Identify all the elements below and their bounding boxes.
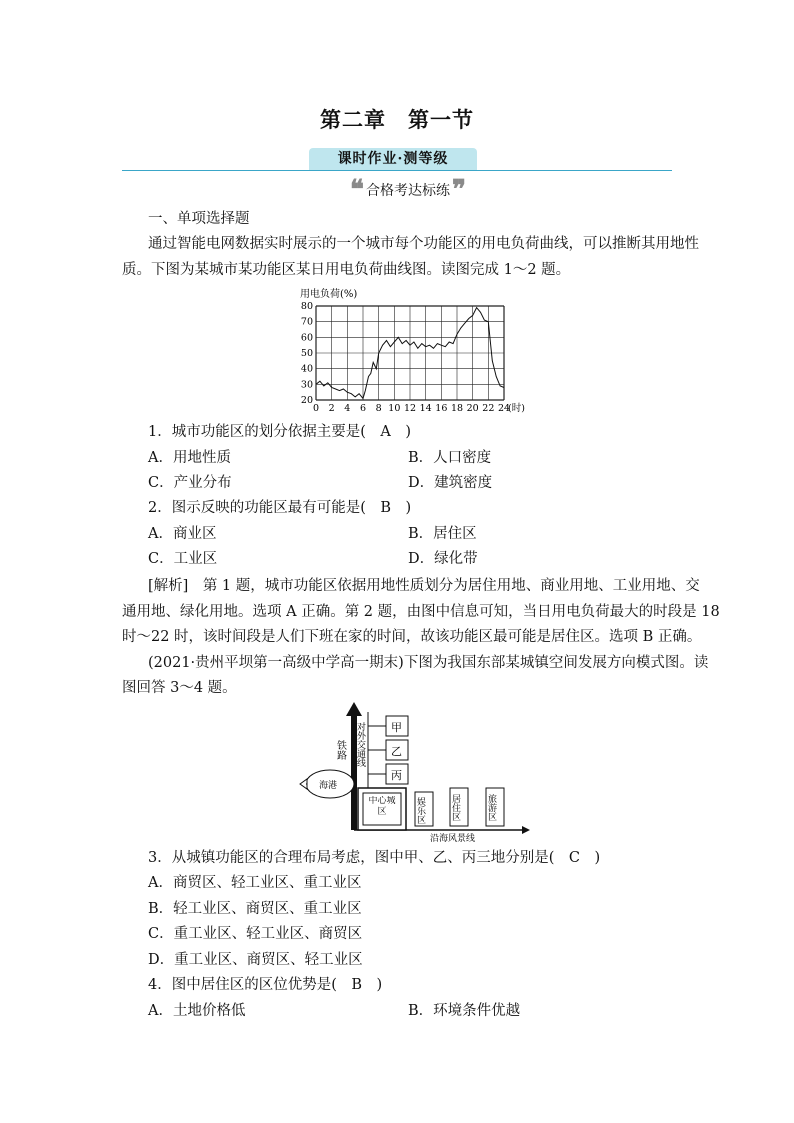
x-tick-label: 4 [344,403,351,414]
coast-arrow-icon [522,826,530,834]
external-road-label: 对外交通线 [355,722,365,767]
analysis-line-3: 时～22 时，该时间段是人们下班在家的时间，故该功能区最可能是居住区。选项 B 正确。 [122,629,702,645]
analysis-line-1: [解析] 第 1 题，城市功能区依据用地性质划分为居住用地、商业用地、工业用地、交 [148,578,700,594]
q1-option-d: D．建筑密度 [408,475,493,491]
q2-option-a: A．商业区 [148,526,217,542]
load-curve-chart [290,284,530,416]
homework-badge: 课时作业·测等级 [309,148,477,170]
analysis-line-2: 通用地、绿化用地。选项 A 正确。第 2 题，由图中信息可知，当日用电负荷最大的时段是 18 [122,604,720,620]
q2-stem: 2．图示反映的功能区最有可能是( B ) [148,500,412,516]
chart-grid [316,306,504,400]
x-tick-label: 20 [466,403,479,414]
site-yi-label: 乙 [391,745,402,758]
y-tick-label: 60 [300,332,313,344]
q1-stem: 1．城市功能区的划分依据主要是( A ) [148,424,412,440]
x-tick-label: 10 [388,403,401,414]
page-title: 第二章 第一节 [320,107,474,132]
q1-option-b: B．人口密度 [408,450,492,466]
intro-line-2: 质。下图为某城市某功能区某日用电负荷曲线图。读图完成 1～2 题。 [122,262,571,278]
y-ticks [301,301,313,406]
q4-option-a: A．土地价格低 [148,1003,246,1019]
y-tick-label: 80 [300,301,313,312]
close-quote-icon: ❞ [452,175,466,205]
coast-line-label: 沿海风景线 [430,834,476,842]
x-tick-label: 22 [482,403,495,414]
intro2-line-1: (2021·贵州平坝第一高级中学高一期末)下图为我国东部某城镇空间发展方向模式图。读 [148,655,709,671]
q3-option-a: A．商贸区、轻工业区、重工业区 [148,875,362,891]
x-tick-label: 16 [435,403,448,414]
x-tick-label: 0 [312,403,320,414]
y-tick-label: 20 [300,395,313,406]
site-jia-label: 甲 [391,721,402,734]
intro2-line-2: 图回答 3～4 题。 [122,680,237,696]
x-tick-label: 2 [328,403,335,414]
q2-option-c: C．工业区 [148,551,218,567]
intro-line-1: 通过智能电网数据实时展示的一个城市每个功能区的用电负荷曲线，可以推断其用地性 [148,236,699,252]
y-axis-label: 用电负荷(%) [300,289,358,300]
tourism-zone-label: 旅游区 [486,794,496,821]
q2-option-d: D．绿化带 [408,551,478,567]
x-tick-label: 14 [419,403,432,414]
q1-option-c: C．产业分布 [148,475,232,491]
residential-zone-label: 居住区 [450,794,460,821]
railway-label: 铁路 [334,740,346,760]
x-ticks [313,403,510,414]
x-tick-label: 24 [497,403,511,414]
q3-option-d: D．重工业区、商贸区、轻工业区 [148,952,363,968]
entertainment-zone-label: 娱乐区 [415,797,425,824]
q3-stem: 3．从城镇功能区的合理布局考虑，图中甲、乙、丙三地分别是( C ) [148,850,601,866]
header-rule [122,170,672,171]
railway-arrow-icon [346,702,362,716]
section-heading: 一、单项选择题 [148,211,250,227]
x-axis-unit: (时) [508,403,525,414]
center-district-label: 中心城区 [368,796,396,817]
subheading [350,175,466,205]
y-tick-label: 50 [300,348,313,359]
y-tick-label: 40 [300,363,313,375]
open-quote-icon: ❝ [350,175,364,205]
site-bing-label: 丙 [391,769,402,782]
x-tick-label: 18 [450,403,464,414]
x-tick-label: 6 [359,403,367,414]
q1-option-a: A．用地性质 [148,450,231,466]
subheading-text: 合格考达标练 [366,183,450,199]
q4-stem: 4．图中居住区的区位优势是( B ) [148,977,383,993]
town-layout-diagram [290,700,530,842]
port-arrow-icon [300,779,307,789]
port-label: 海港 [319,781,338,791]
x-tick-label: 12 [403,403,417,414]
q4-option-b: B．环境条件优越 [408,1003,521,1019]
q3-option-b: B．轻工业区、商贸区、重工业区 [148,901,362,917]
x-tick-label: 8 [375,403,382,414]
y-tick-label: 70 [300,316,313,328]
q3-option-c: C．重工业区、轻工业区、商贸区 [148,926,363,942]
q2-option-b: B．居住区 [408,526,477,542]
y-tick-label: 30 [300,379,313,391]
